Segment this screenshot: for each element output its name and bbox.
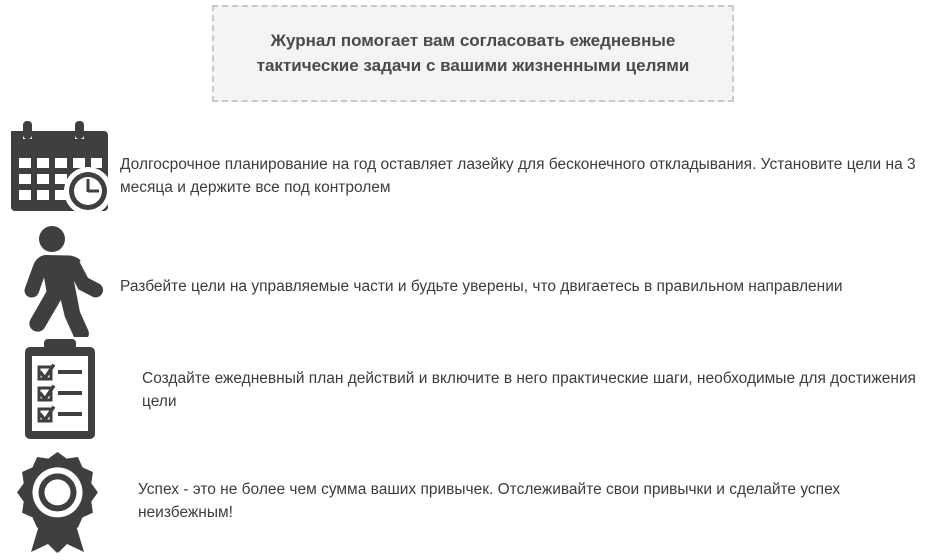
walking-person-icon <box>0 225 120 337</box>
header-callout-text: Журнал помогает вам согласовать ежедневные тактические задачи с вашими жизненными целями <box>256 30 690 75</box>
header-callout-box <box>212 5 734 102</box>
feature-row <box>0 115 945 220</box>
clipboard-checklist-icon <box>0 337 120 442</box>
feature-text: Создайте ежедневный план действий и включите в него практические шаги, необходимые для достижения цели <box>142 370 916 411</box>
feature-row <box>0 225 945 337</box>
feature-text: Успех - это не более чем сумма ваших привычек. Отслеживайте свои привычки и сделайте успех неизбежным! <box>138 481 841 522</box>
feature-row <box>0 450 945 554</box>
feature-row <box>0 337 945 442</box>
award-ribbon-icon <box>0 450 120 554</box>
feature-text: Долгосрочное планирование на год оставляет лазейку для бесконечного откладывания. Установите цели на 3 месяца и держите все под контролем <box>120 156 916 197</box>
calendar-clock-icon <box>0 115 120 220</box>
feature-text: Разбейте цели на управляемые части и будьте уверены, что двигаетесь в правильном направлении <box>120 278 843 295</box>
